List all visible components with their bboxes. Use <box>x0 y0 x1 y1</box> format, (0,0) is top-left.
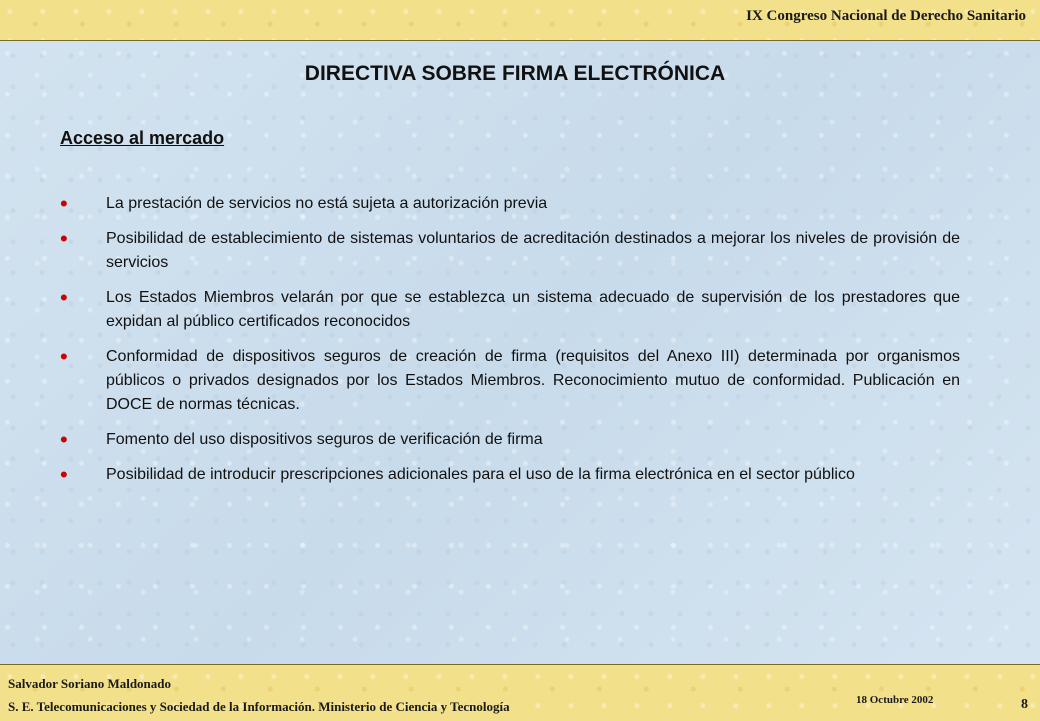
bullet-icon: • <box>60 427 68 452</box>
bullet-icon: • <box>60 344 68 369</box>
bullet-text: Conformidad de dispositivos seguros de creación de firma (requisitos del Anexo III) determinada por organismos públicos o privados designados por los Estados Miembros. Reconocimiento mutuo de conformidad. Publicación en DOCE de normas técnicas. <box>106 348 960 413</box>
header-band <box>0 0 1040 41</box>
bullet-text: Los Estados Miembros velarán por que se establezca un sistema adecuado de supervisión de los prestadores que expidan al público certificados reconocidos <box>106 289 960 330</box>
bullet-item <box>60 428 960 452</box>
bullet-text: Posibilidad de introducir prescripciones adicionales para el uso de la firma electrónica en el sector público <box>106 466 855 483</box>
bullet-item <box>60 286 960 334</box>
section-heading: Acceso al mercado <box>60 128 225 148</box>
bullet-text: Fomento del uso dispositivos seguros de verificación de firma <box>106 431 543 448</box>
page-number: 8 <box>1021 697 1028 712</box>
conference-name: IX Congreso Nacional de Derecho Sanitario <box>746 8 1026 24</box>
bullet-icon: • <box>60 226 68 251</box>
presentation-date: 18 Octubre 2002 <box>856 694 934 706</box>
author-affiliation: S. E. Telecomunicaciones y Sociedad de la Información. Ministerio de Ciencia y Tecnología <box>8 699 510 714</box>
bullet-icon: • <box>60 191 68 216</box>
slide-title: DIRECTIVA SOBRE FIRMA ELECTRÓNICA <box>304 62 726 85</box>
bullet-item <box>60 227 960 275</box>
bullet-text: La prestación de servicios no está sujeta a autorización previa <box>106 195 548 212</box>
bullet-item <box>60 345 960 417</box>
bullet-item <box>60 192 960 216</box>
bullet-text: Posibilidad de establecimiento de sistemas voluntarios de acreditación destinados a mejorar los niveles de provisión de servicios <box>106 230 960 271</box>
author-name: Salvador Soriano Maldonado <box>8 676 172 691</box>
bullet-icon: • <box>60 285 68 310</box>
bullet-list <box>60 192 960 498</box>
bullet-item <box>60 463 960 487</box>
bullet-icon: • <box>60 462 68 487</box>
